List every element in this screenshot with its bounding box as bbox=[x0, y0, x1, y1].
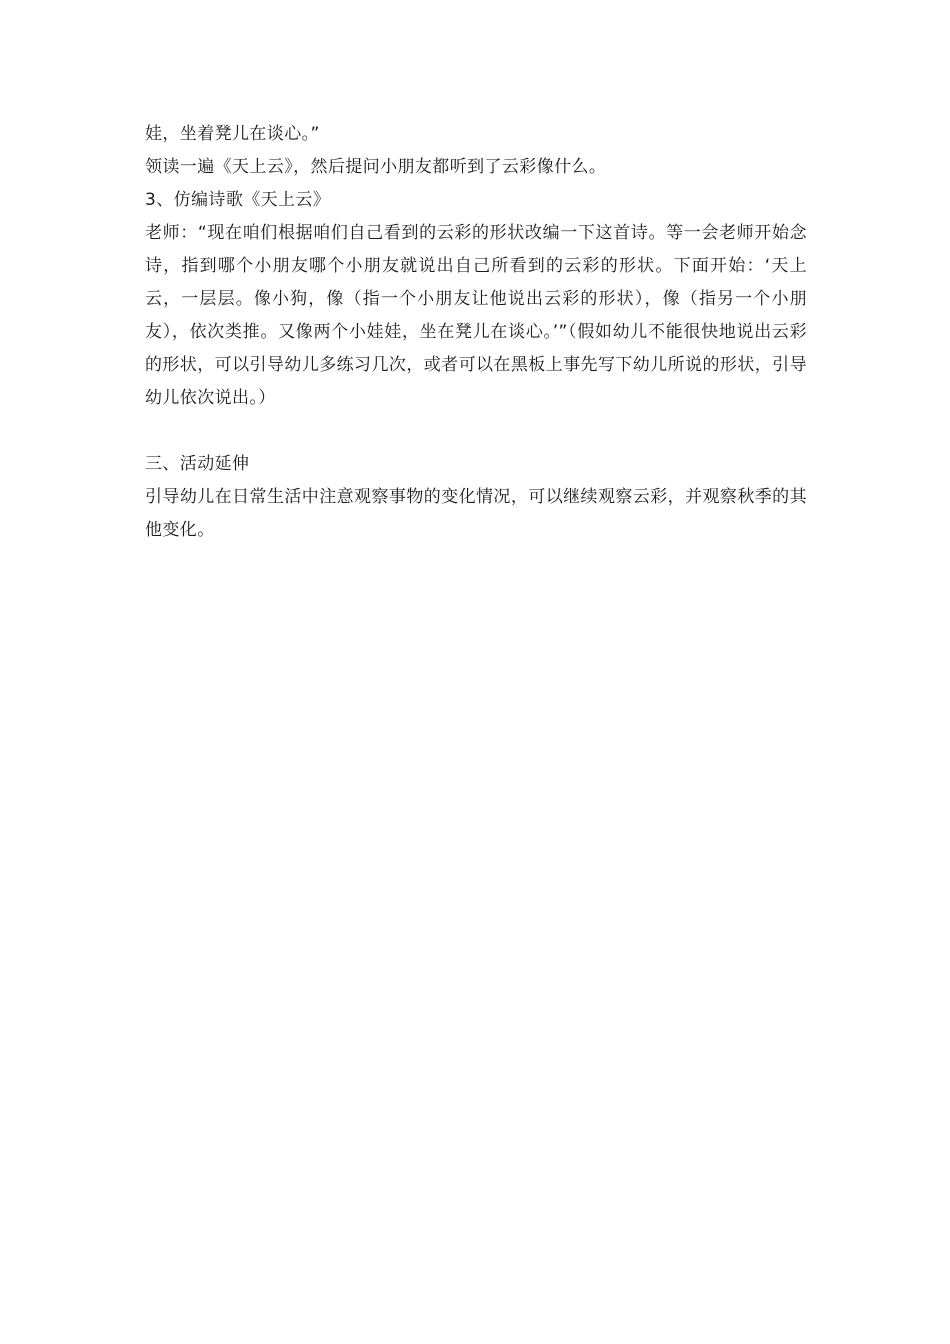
poem-ending-line: 娃，坐着凳儿在谈心。” bbox=[145, 124, 320, 144]
section-paragraph: 引导幼儿在日常生活中注意观察事物的变化情况，可以继续观察云彩，并观察秋季的其他变化。 bbox=[145, 487, 807, 540]
teacher-instruction-paragraph: 老师：“现在咱们根据咱们自己看到的云彩的形状改编一下这首诗。等一会老师开始念诗，指到哪个小朋友哪个小朋友就说出自己所看到的云彩的形状。下面开始：‘天上云，一层层。像小狗，像（指一个小朋友让他说出云彩的形状），像（指另一个小朋友），依次类推。又像两个小娃娃，坐在凳儿在谈心。’”（假如幼儿不能很快地说出云彩的形状，可以引导幼儿多练习几次，或者可以在黑板上事先写下幼儿所说的形状，引导幼儿依次说出。） bbox=[145, 223, 807, 408]
section-heading: 三、活动延伸 bbox=[145, 454, 250, 474]
document-body bbox=[145, 118, 807, 547]
read-along-instruction: 领读一遍《天上云》，然后提问小朋友都听到了云彩像什么。 bbox=[145, 157, 607, 177]
step-heading: 3、仿编诗歌《天上云》 bbox=[145, 190, 331, 210]
paragraph-spacer bbox=[145, 415, 807, 448]
